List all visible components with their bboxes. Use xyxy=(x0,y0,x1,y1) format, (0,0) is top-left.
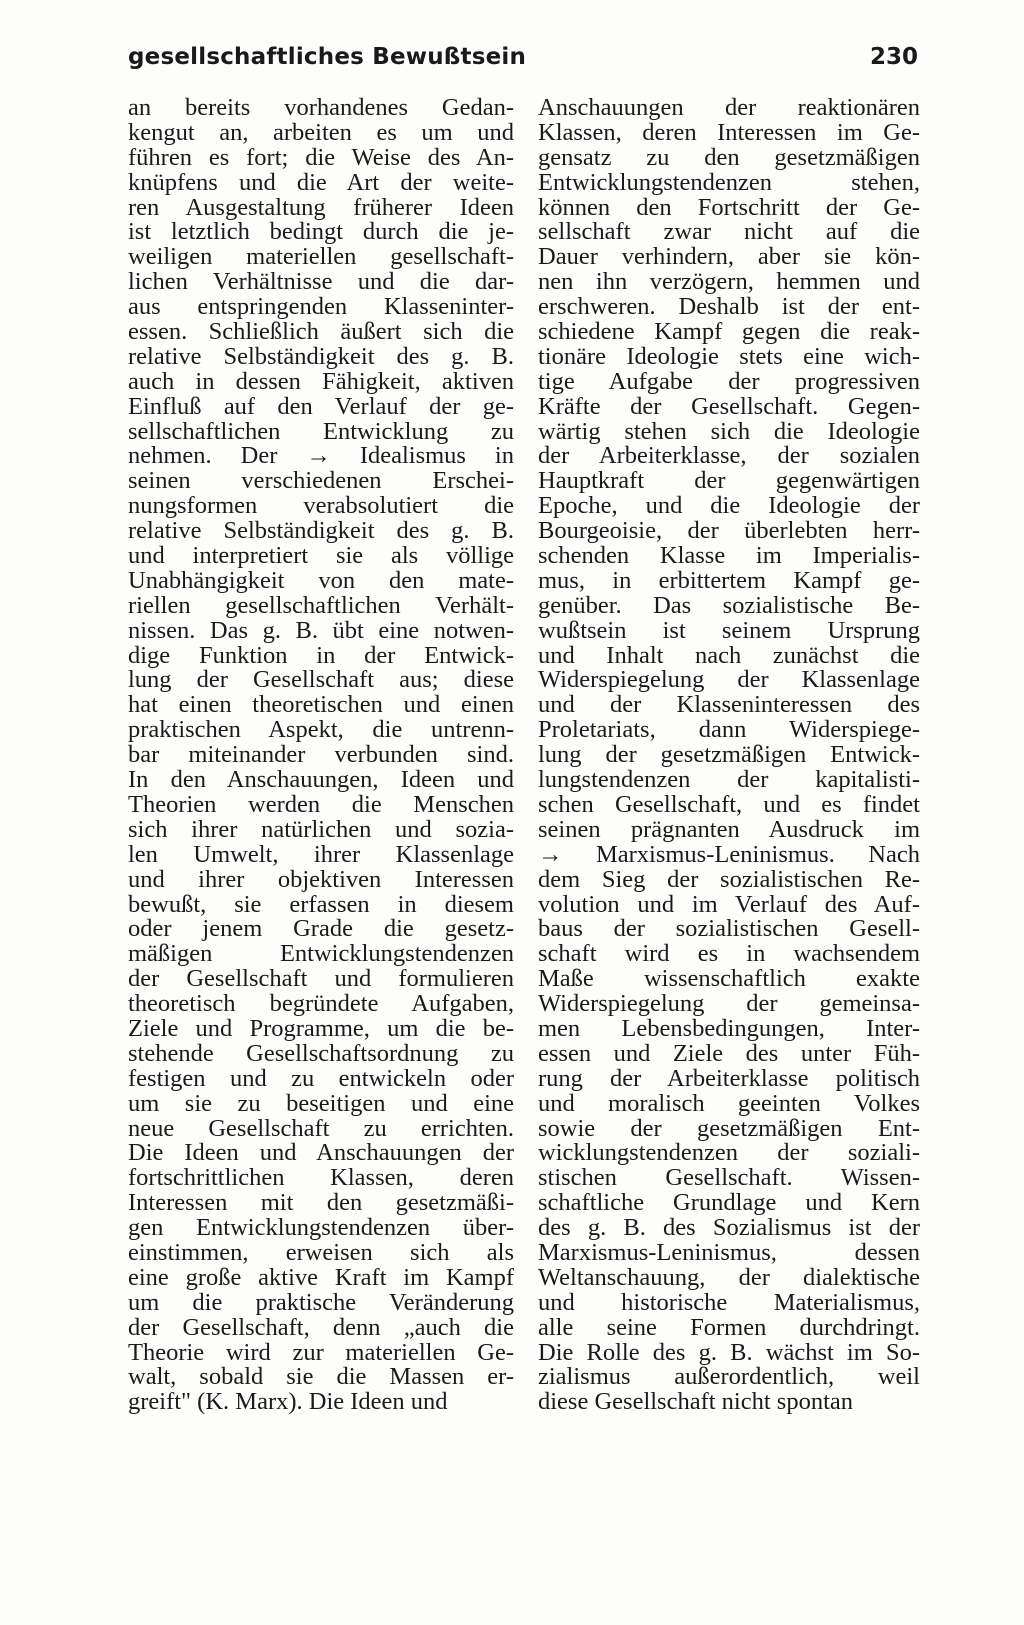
right-column-line: gensatz zu den gesetzmäßigen xyxy=(538,143,920,171)
left-column-line: weiligen materiellen gesellschaft- xyxy=(128,243,514,271)
left-column-line: essen. Schließlich äußert sich die xyxy=(128,318,514,346)
right-column-line: und der Klasseninteressen des xyxy=(538,691,920,719)
page-number: 230 xyxy=(870,44,919,70)
left-column-line: nungsformen verabsolutiert die xyxy=(128,492,514,520)
right-column-line: schen Gesellschaft, und es findet xyxy=(538,790,920,818)
right-column-line: wärtig stehen sich die Ideologie xyxy=(538,417,920,445)
left-column-line: eine große aktive Kraft im Kampf xyxy=(128,1263,514,1291)
right-column-line: Maße wissenschaftlich exakte xyxy=(538,965,920,993)
left-column-line: lung der Gesellschaft aus; diese xyxy=(128,666,514,694)
right-column-line: lung der gesetzmäßigen Entwick- xyxy=(538,741,920,769)
left-text-column xyxy=(128,96,514,1415)
right-column-line: stischen Gesellschaft. Wissen- xyxy=(538,1164,920,1192)
right-column-line: sellschaft zwar nicht auf die xyxy=(538,218,920,246)
right-column-line: wicklungstendenzen der soziali- xyxy=(538,1139,920,1167)
right-column-line: der Arbeiterklasse, der sozialen xyxy=(538,442,920,470)
right-column-line: und moralisch geeinten Volkes xyxy=(538,1089,920,1117)
right-column-line: Weltanschauung, der dialektische xyxy=(538,1263,920,1291)
left-column-line: knüpfens und die Art der weite- xyxy=(128,168,514,196)
left-column-line: festigen und zu entwickeln oder xyxy=(128,1064,514,1092)
left-column-line: praktischen Aspekt, die untrenn- xyxy=(128,716,514,744)
right-text-column xyxy=(538,96,920,1415)
right-column-line: tige Aufgabe der progressiven xyxy=(538,367,920,395)
right-column-line: essen und Ziele des unter Füh- xyxy=(538,1039,920,1067)
left-column-line: greift" (K. Marx). Die Ideen und xyxy=(128,1388,448,1416)
left-column-line: lichen Verhältnisse und die dar- xyxy=(128,268,514,296)
left-column-line: Einfluß auf den Verlauf der ge- xyxy=(128,392,514,420)
left-column-line: In den Anschauungen, Ideen und xyxy=(128,766,514,794)
right-column-line: → Marxismus-Leninismus. Nach xyxy=(538,840,920,868)
left-column-line: neue Gesellschaft zu errichten. xyxy=(128,1114,514,1142)
right-column-line: zialismus außerordentlich, weil xyxy=(538,1363,920,1391)
right-column-line: Die Rolle des g. B. wächst im So- xyxy=(538,1338,920,1366)
left-column-line: dige Funktion in der Entwick- xyxy=(128,641,514,669)
right-column-line: Bourgeoisie, der überlebten herr- xyxy=(538,517,920,545)
right-column-line: können den Fortschritt der Ge- xyxy=(538,193,920,221)
left-column-line: len Umwelt, ihrer Klassenlage xyxy=(128,840,514,868)
right-column-line: baus der sozialistischen Gesell- xyxy=(538,915,920,943)
right-column-line: Marxismus-Leninismus, dessen xyxy=(538,1238,920,1266)
left-column-line: der Gesellschaft, denn „auch die xyxy=(128,1313,514,1341)
right-column-line: wußtsein ist seinem Ursprung xyxy=(538,616,920,644)
right-column-line: und Inhalt nach zunächst die xyxy=(538,641,920,669)
left-column-line: Theorien werden die Menschen xyxy=(128,790,514,818)
left-column-line: an bereits vorhandenes Gedan- xyxy=(128,94,514,121)
left-column-line: um die praktische Veränderung xyxy=(128,1288,514,1316)
right-column-line: Hauptkraft der gegenwärtigen xyxy=(538,467,920,495)
left-column-line: relative Selbständigkeit des g. B. xyxy=(128,342,514,370)
left-column-line: Interessen mit den gesetzmäßi- xyxy=(128,1189,514,1217)
left-column-line: Die Ideen und Anschauungen der xyxy=(128,1139,514,1167)
right-column-line: mus, in erbittertem Kampf ge- xyxy=(538,566,920,594)
left-column-line: bar miteinander verbunden sind. xyxy=(128,741,514,769)
left-column-line: Theorie wird zur materiellen Ge- xyxy=(128,1338,514,1366)
right-column-line: volution und im Verlauf des Auf- xyxy=(538,890,920,918)
right-column-line: Dauer verhindern, aber sie kön- xyxy=(538,243,920,271)
right-column-line: erschweren. Deshalb ist der ent- xyxy=(538,293,920,321)
right-column-line: nen ihn verzögern, hemmen und xyxy=(538,268,920,296)
right-column-line: schenden Klasse im Imperialis- xyxy=(538,542,920,570)
right-column-line: diese Gesellschaft nicht spontan xyxy=(538,1388,854,1416)
right-column-line: des g. B. des Sozialismus ist der xyxy=(538,1214,920,1242)
right-column-line: Entwicklungstendenzen stehen, xyxy=(538,168,920,196)
running-head: gesellschaftliches Bewußtsein xyxy=(128,44,527,70)
left-column-line: relative Selbständigkeit des g. B. xyxy=(128,517,514,545)
right-column-line: Widerspiegelung der gemeinsa- xyxy=(538,990,920,1018)
right-column-line: tionäre Ideologie stets eine wich- xyxy=(538,342,920,370)
left-column-line: mäßigen Entwicklungstendenzen xyxy=(128,940,514,968)
right-column-line: schaftliche Grundlage und Kern xyxy=(538,1189,920,1217)
right-column-line: Proletariats, dann Widerspiege- xyxy=(538,716,920,744)
left-column-line: stehende Gesellschaftsordnung zu xyxy=(128,1039,514,1067)
right-column-line: seinen prägnanten Ausdruck im xyxy=(538,815,920,843)
left-column-line: ren Ausgestaltung früherer Ideen xyxy=(128,193,514,221)
left-column-line: sellschaftlichen Entwicklung zu xyxy=(128,417,514,445)
right-column-line: Epoche, und die Ideologie der xyxy=(538,492,920,520)
left-column-line: bewußt, sie erfassen in diesem xyxy=(128,890,514,918)
left-column-line: auch in dessen Fähigkeit, aktiven xyxy=(128,367,514,395)
right-column-line: Kräfte der Gesellschaft. Gegen- xyxy=(538,392,920,420)
right-column-line: rung der Arbeiterklasse politisch xyxy=(538,1064,920,1092)
right-column-line: lungstendenzen der kapitalisti- xyxy=(538,766,920,794)
right-column-line: Widerspiegelung der Klassenlage xyxy=(538,666,920,694)
right-column-line: men Lebensbedingungen, Inter- xyxy=(538,1014,920,1042)
right-column-line: dem Sieg der sozialistischen Re- xyxy=(538,865,920,893)
left-column-line: walt, sobald sie die Massen er- xyxy=(128,1363,514,1391)
right-column-line: alle seine Formen durchdringt. xyxy=(538,1313,920,1341)
left-column-line: der Gesellschaft und formulieren xyxy=(128,965,514,993)
left-column-line: aus entspringenden Klasseninter- xyxy=(128,293,514,321)
right-column-line: Klassen, deren Interessen im Ge- xyxy=(538,118,920,146)
left-column-line: und interpretiert sie als völlige xyxy=(128,542,514,570)
left-column-line: gen Entwicklungstendenzen über- xyxy=(128,1214,514,1242)
left-column-line: seinen verschiedenen Erschei- xyxy=(128,467,514,495)
left-column-line: Unabhängigkeit von den mate- xyxy=(128,566,514,594)
left-column-line: nissen. Das g. B. übt eine notwen- xyxy=(128,616,514,644)
left-column-line: sich ihrer natürlichen und sozia- xyxy=(128,815,514,843)
right-column-line: Anschauungen der reaktionären xyxy=(538,94,920,121)
left-column-line: riellen gesellschaftlichen Verhält- xyxy=(128,591,514,619)
right-column-line: schiedene Kampf gegen die reak- xyxy=(538,318,920,346)
right-column-line: sowie der gesetzmäßigen Ent- xyxy=(538,1114,920,1142)
left-column-line: um sie zu beseitigen und eine xyxy=(128,1089,514,1117)
left-column-line: und ihrer objektiven Interessen xyxy=(128,865,514,893)
left-column-line: einstimmen, erweisen sich als xyxy=(128,1238,514,1266)
left-column-line: fortschrittlichen Klassen, deren xyxy=(128,1164,514,1192)
left-column-line: oder jenem Grade die gesetz- xyxy=(128,915,514,943)
left-column-line: führen es fort; die Weise des An- xyxy=(128,143,514,171)
left-column-line: theoretisch begründete Aufgaben, xyxy=(128,990,514,1018)
right-column-line: genüber. Das sozialistische Be- xyxy=(538,591,920,619)
left-column-line: ist letztlich bedingt durch die je- xyxy=(128,218,514,246)
left-column-line: hat einen theoretischen und einen xyxy=(128,691,514,719)
right-column-line: und historische Materialismus, xyxy=(538,1288,920,1316)
right-column-line: schaft wird es in wachsendem xyxy=(538,940,920,968)
left-column-line: Ziele und Programme, um die be- xyxy=(128,1014,514,1042)
left-column-line: kengut an, arbeiten es um und xyxy=(128,118,514,146)
left-column-line: nehmen. Der → Idealismus in xyxy=(128,442,514,470)
